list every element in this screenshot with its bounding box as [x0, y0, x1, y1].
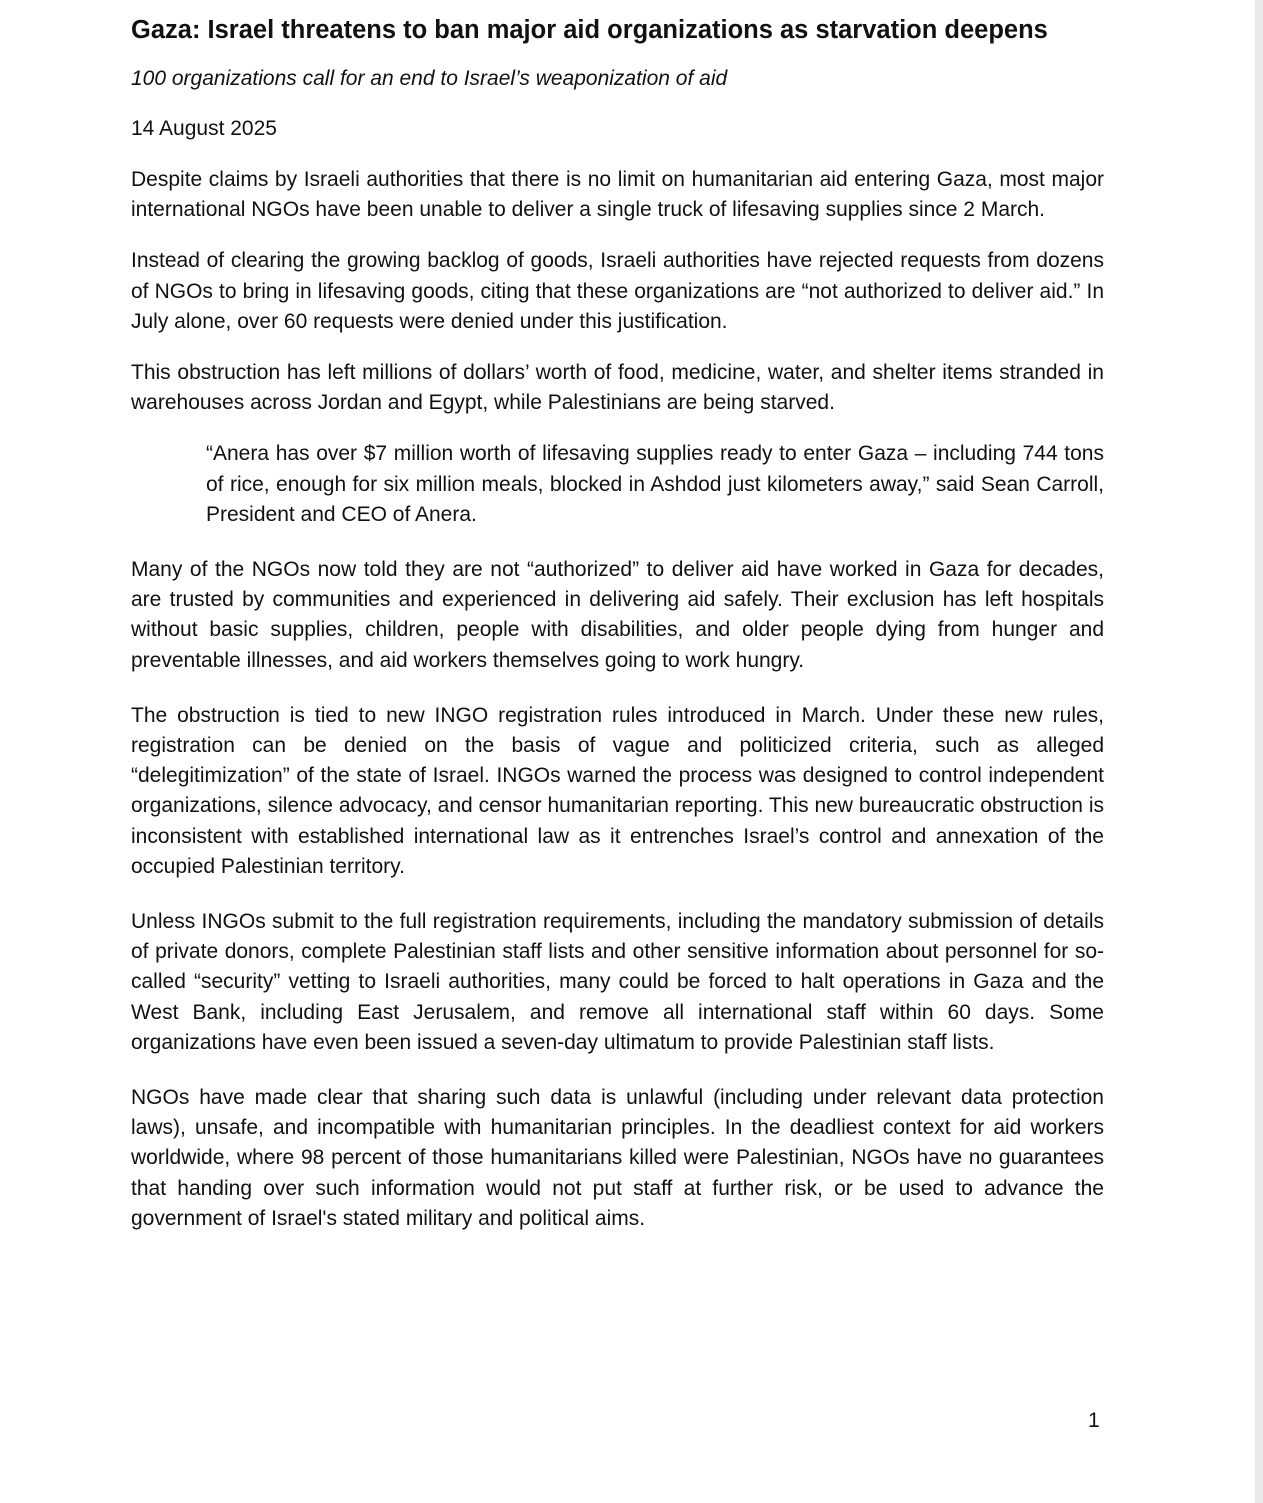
paragraph-4: Many of the NGOs now told they are not “authorized” to deliver aid have worked in Gaza for decades, are trusted by communities and experienced in delivering aid safely. Their exclusion has left hospitals without basic supplies, children, people with disabilities, and older people dying from hunger and preventable illnesses, and aid workers themselves going to work hungry.: [131, 558, 1104, 672]
paragraph-7: NGOs have made clear that sharing such data is unlawful (including under relevant data protection laws), unsafe, and incompatible with humanitarian principles. In the deadliest context for aid workers worldwide, where 98 percent of those humanitarians killed were Palestinian, NGOs have no guarantees that handing over such information would not put staff at further risk, or be used to advance the government of Israel's stated military and political aims.: [131, 1086, 1104, 1230]
page-number: 1: [1088, 1409, 1100, 1432]
paragraph-2: Instead of clearing the growing backlog of goods, Israeli authorities have rejected requests from dozens of NGOs to bring in lifesaving goods, citing that these organizations are “not authorized to deliver aid.” In July alone, over 60 requests were denied under this justification.: [131, 249, 1104, 333]
paragraph-5: The obstruction is tied to new INGO registration rules introduced in March. Under these new rules, registration can be denied on the basis of vague and politicized criteria, such as alleged “delegitimization” of the state of Israel. INGOs warned the process was designed to control independent organizations, silence advocacy, and censor humanitarian reporting. This new bureaucratic obstruction is inconsistent with established international law as it entrenches Israel’s control and annexation of the occupied Palestinian territory.: [131, 703, 1104, 878]
document-date: 14 August 2025: [131, 117, 277, 140]
document-title: Gaza: Israel threatens to ban major aid organizations as starvation deepens: [131, 16, 1048, 44]
paragraph-1: Despite claims by Israeli authorities that there is no limit on humanitarian aid entering Gaza, most major international NGOs have been unable to deliver a single truck of lifesaving supplies since 2 March.: [131, 168, 1104, 222]
block-quote: “Anera has over $7 million worth of lifesaving supplies ready to enter Gaza – including 744 tons of rice, enough for six million meals, blocked in Ashdod just kilometers away,” said Sean Carroll, President and CEO of Anera.: [206, 442, 1104, 526]
page-edge-shadow: [1255, 0, 1263, 1503]
document-subtitle: 100 organizations call for an end to Israel’s weaponization of aid: [131, 67, 728, 90]
document-body: [131, 12, 1104, 1234]
paragraph-6: Unless INGOs submit to the full registration requirements, including the mandatory submission of details of private donors, complete Palestinian staff lists and other sensitive information about personnel for so-called “security” vetting to Israeli authorities, many could be forced to halt operations in Gaza and the West Bank, including East Jerusalem, and remove all international staff within 60 days. Some organizations have even been issued a seven-day ultimatum to provide Palestinian staff lists.: [131, 910, 1104, 1054]
paragraph-3: This obstruction has left millions of dollars’ worth of food, medicine, water, and shelter items stranded in warehouses across Jordan and Egypt, while Palestinians are being starved.: [131, 361, 1104, 415]
